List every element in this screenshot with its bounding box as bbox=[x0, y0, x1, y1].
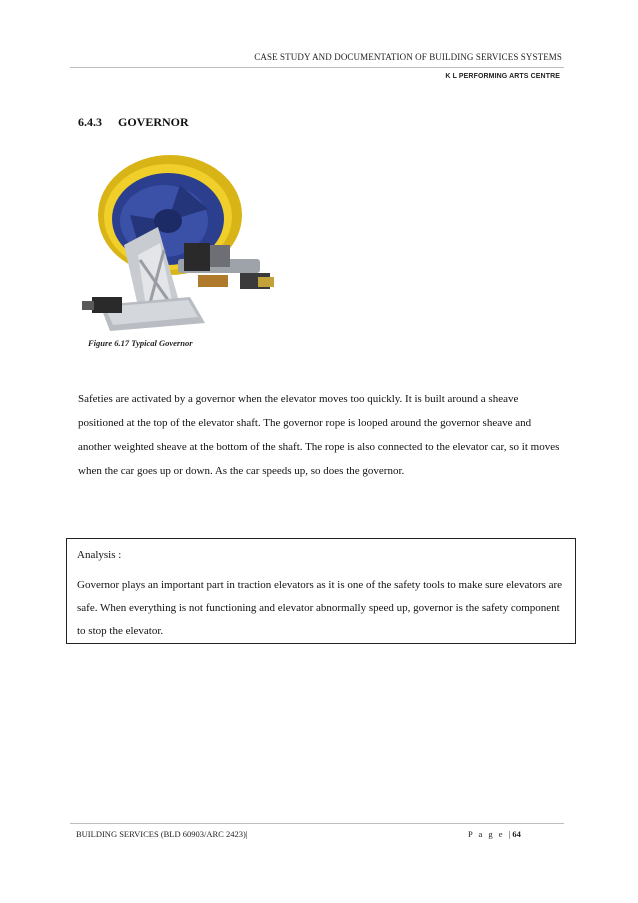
analysis-box bbox=[66, 538, 576, 644]
header-subtitle: K L PERFORMING ARTS CENTRE bbox=[445, 73, 560, 80]
header-title: CASE STUDY AND DOCUMENTATION OF BUILDING SERVICES SYSTEMS bbox=[254, 52, 562, 62]
footer-course: BUILDING SERVICES (BLD 60903/ARC 2423)| bbox=[76, 829, 248, 839]
analysis-label: Analysis : bbox=[77, 549, 122, 561]
analysis-text: Governor plays an important part in traction elevators as it is one of the safety tools to make sure elevators are safe. When everything is not functioning and elevator abnormally speed up, governor is the safety component to stop the elevator. bbox=[77, 579, 563, 637]
footer-divider bbox=[70, 823, 564, 824]
governor-figure bbox=[80, 155, 280, 333]
header-divider bbox=[70, 67, 564, 68]
footer-page bbox=[468, 829, 521, 839]
figure-caption: Figure 6.17 Typical Governor bbox=[88, 338, 193, 348]
section-heading bbox=[78, 115, 189, 130]
section-title: GOVERNOR bbox=[118, 115, 189, 129]
page-label: P a g e | bbox=[468, 829, 513, 839]
switch-box bbox=[184, 243, 210, 271]
section-number: 6.4.3 bbox=[78, 115, 102, 129]
left-switch bbox=[92, 297, 122, 313]
page-number: 64 bbox=[512, 829, 521, 839]
body-paragraph: Safeties are activated by a governor when the elevator moves too quickly. It is built around a sheave positioned at the top of the elevator shaft. The governor rope is looped around the governor sheave and another weighted sheave at the bottom of the shaft. The rope is also connected to the elevator car, so it moves when the car goes up or down. As the car speeds up, so does the governor. bbox=[78, 393, 560, 477]
governor-illustration bbox=[80, 155, 280, 333]
